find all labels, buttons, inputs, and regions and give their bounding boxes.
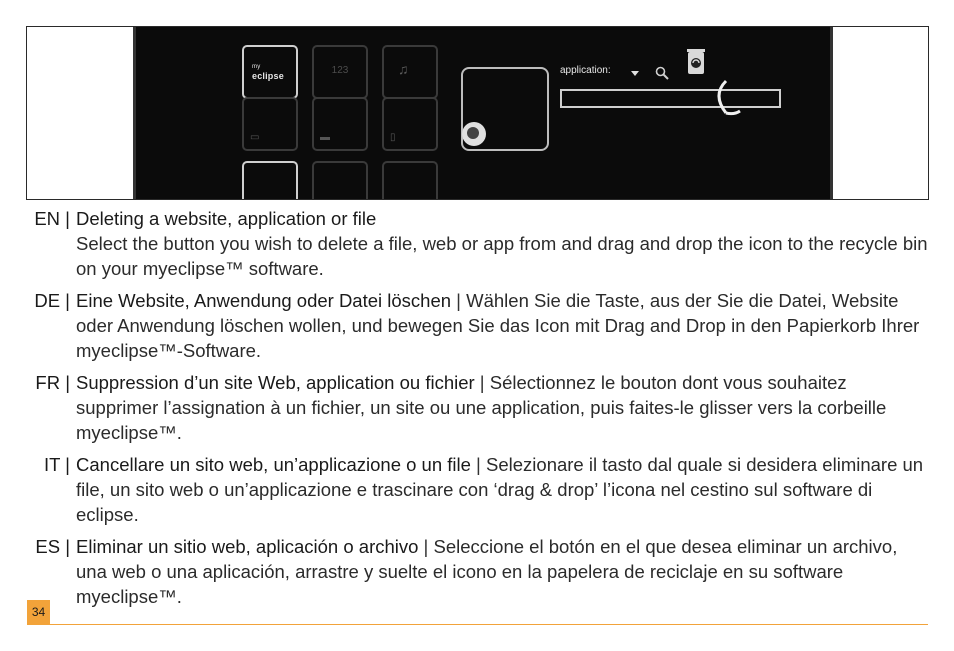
lang-code: IT | (43, 454, 70, 475)
entry-description: Select the button you wish to delete a file, web or app from and drag and drop the icon to the recycle bin on your myeclipse™ software. (76, 233, 928, 279)
entry-heading: Cancellare un sito web, un’applicazione o un file (76, 454, 471, 475)
tile-document[interactable] (242, 97, 298, 151)
recycle-bin-icon[interactable] (685, 47, 707, 77)
folder-icon: ▬ (320, 132, 330, 143)
drag-cursor-arc (708, 77, 748, 117)
entry-description: Selezionare il tasto dal quale si desidera eliminare un file, un sito web o un’applicazione e trascinare con ‘drag & drop’ l’icona nel cestino sul software di eclipse. (76, 454, 924, 525)
entry-body (76, 206, 930, 281)
tile-music[interactable] (382, 45, 438, 99)
entry-description: Sélectionnez le bouton dont vous souhaitez supprimer l’assignation à un fichier, un site ou une application, puis faites-le glisser vers la corbeille myeclipse™. (76, 372, 887, 443)
entry-body: Suppression d’un site Web, application ou fichier | Sélectionnez le bouton dont vous souhaitez supprimer l’assignation à un fichier, un site ou une application, puis faites-le glisser vers la corbeille myeclipse™. (76, 372, 887, 443)
dropdown-arrow-icon[interactable] (631, 71, 639, 76)
entry-heading: Deleting a website, application or file (76, 208, 377, 229)
globe-icon (462, 122, 486, 146)
app-screen (133, 27, 833, 199)
tile-empty[interactable] (382, 161, 438, 200)
footer-divider (27, 624, 928, 625)
lang-code: ES | (35, 536, 70, 557)
lang-code: DE | (34, 290, 70, 311)
tile-myeclipse-logo[interactable] (242, 45, 298, 99)
lang-code: EN | (34, 208, 70, 229)
entry-body: Eine Website, Anwendung oder Datei löschen | Wählen Sie die Taste, aus der Sie die Datei, Website oder Anwendung löschen wollen, und bewegen Sie das Icon mit Drag and Drop in den Papierkorb Ihrer myeclipse™-Software. (76, 290, 920, 361)
software-screenshot (26, 26, 929, 200)
entry-body: Cancellare un sito web, un’applicazione o un file | Selezionare il tasto dal quale si desidera eliminare un file, un sito web o un’applicazione e trascinare con ‘drag & drop’ l’icona nel cestino sul software di eclipse. (76, 454, 924, 525)
music-icon: ♫ (398, 61, 409, 77)
entry-heading: Eliminar un sitio web, aplicación o archivo (76, 536, 419, 557)
entry-body: Eliminar un sitio web, aplicación o archivo | Seleccione el botón en el que desea eliminar un archivo, una web o una aplicación, arrastre y suelte el icono en la papelera de reciclaje en su software myeclipse™. (76, 536, 898, 607)
tile-file[interactable] (382, 97, 438, 151)
search-icon[interactable] (654, 65, 670, 81)
page-number: 34 (27, 600, 50, 624)
lang-code: FR | (35, 372, 70, 393)
entry-heading: Eine Website, Anwendung oder Datei löschen (76, 290, 452, 311)
tile-empty[interactable] (312, 161, 368, 200)
myeclipse-logo: my eclipse (252, 64, 284, 81)
tile-folder[interactable] (312, 97, 368, 151)
document-icon: ▭ (250, 132, 260, 143)
application-label: application: (560, 65, 611, 76)
entry-description: Wählen Sie die Taste, aus der Sie die Datei, Website oder Anwendung löschen wollen, und bewegen Sie das Icon mit Drag and Drop in den Papierkorb Ihrer myeclipse™-Software. (76, 290, 920, 361)
tile-number-label: 123 (331, 65, 349, 76)
tile-number[interactable] (312, 45, 368, 99)
tile-selected[interactable] (242, 161, 298, 200)
file-icon: ▯ (390, 132, 396, 143)
entry-heading: Suppression d’un site Web, application ou fichier (76, 372, 475, 393)
entry-description: Seleccione el botón en el que desea eliminar un archivo, una web o una aplicación, arrastre y suelte el icono en la papelera de reciclaje en su software myeclipse™. (76, 536, 898, 607)
